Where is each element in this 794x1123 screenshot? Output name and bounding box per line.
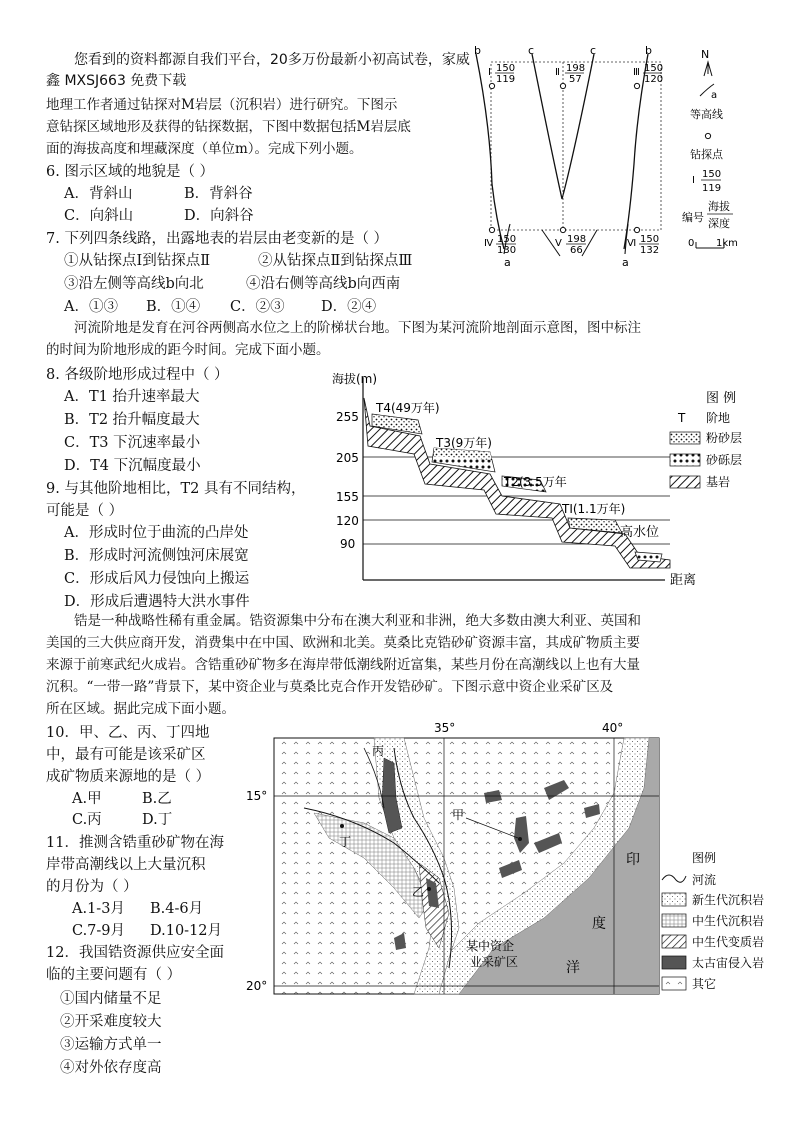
q10-option-c[interactable]: C.丙 xyxy=(72,812,102,828)
q8-option-b[interactable]: B．T2 抬升幅度最大 xyxy=(64,412,200,428)
point-altitude: 198 xyxy=(566,63,586,74)
place-bing: 丙 xyxy=(372,744,385,758)
header-line-1: 您看到的资料都源自我们平台，20多万份最新小初高试卷，家威 xyxy=(74,52,470,68)
point-altitude: 150 xyxy=(497,234,517,245)
legend-metamorphic-swatch xyxy=(662,935,686,948)
legend-river: 河流 xyxy=(692,873,717,887)
point-altitude: 150 xyxy=(640,234,660,245)
legend-silt-swatch xyxy=(670,432,700,444)
terrace-label-t3: T3(9万年) xyxy=(436,436,492,450)
legend-drill: 钻探点 xyxy=(690,148,723,161)
scale-zero: 0 xyxy=(688,238,695,249)
q11-stem-3: 的月份为（ ） xyxy=(46,879,138,895)
q7-item-4: ④沿右侧等高线b向西南 xyxy=(246,276,401,292)
ocean-label: 印 xyxy=(626,852,640,868)
lat-label: 15° xyxy=(246,789,268,803)
contour-label: c xyxy=(590,44,597,57)
q11-option-b[interactable]: B.4-6月 xyxy=(150,901,204,917)
q7-option-b[interactable]: B．①④ xyxy=(146,299,201,315)
legend-gravel: 砂砾层 xyxy=(706,453,743,467)
q8-option-d[interactable]: D．T4 下沉幅度最小 xyxy=(64,458,201,474)
drill-point xyxy=(560,83,565,88)
legend-cenozoic: 新生代沉积岩 xyxy=(692,893,765,907)
legend-depth: 深度 xyxy=(708,217,730,230)
contour-label: a xyxy=(504,256,511,269)
place-yi: 乙 xyxy=(412,885,425,899)
point-altitude: 150 xyxy=(496,63,516,74)
legend-mesozoic-swatch xyxy=(662,914,686,927)
point-depth: 66 xyxy=(570,245,583,256)
contour-label: c xyxy=(528,44,535,57)
y-tick: 155 xyxy=(336,490,359,504)
q7-item-2: ②从钻探点Ⅱ到钻探点Ⅲ xyxy=(258,253,413,269)
lon-label: 35° xyxy=(434,721,456,735)
s3-intro-4: 沉积。“一带一路”背景下，某中资企业与莫桑比克合作开发锆砂矿。下图示意中资企业采矿区及 xyxy=(46,679,614,695)
legend-sample-num: 150 xyxy=(702,169,722,180)
q8-stem: 8. 各级阶地形成过程中（ ） xyxy=(46,367,229,383)
point-depth: 130 xyxy=(497,245,517,256)
q10-option-a[interactable]: A.甲 xyxy=(72,791,102,807)
legend-title: 图例 xyxy=(692,851,717,865)
place-ding: 丁 xyxy=(339,835,352,849)
q7-option-a[interactable]: A．①③ xyxy=(64,299,118,315)
q9-option-c[interactable]: C．形成后风力侵蚀向上搬运 xyxy=(64,571,250,587)
q9-stem-1: 9. 与其他阶地相比，T2 具有不同结构， xyxy=(46,481,306,497)
legend-alt: 海拔 xyxy=(708,200,730,213)
q7-option-d[interactable]: D．②④ xyxy=(321,299,377,315)
point-id: Ⅳ xyxy=(484,238,494,249)
drill-legend-icon xyxy=(705,133,710,138)
q12-item-4: ④对外依存度高 xyxy=(60,1060,162,1076)
point-id: Ⅱ xyxy=(555,67,560,78)
point-id: Ⅵ xyxy=(627,238,637,249)
q10-option-b[interactable]: B.乙 xyxy=(142,791,172,807)
q7-item-3: ③沿左侧等高线b向北 xyxy=(64,276,204,292)
q7-option-c[interactable]: C．②③ xyxy=(230,299,285,315)
q6-stem: 6. 图示区域的地貌是（ ） xyxy=(46,164,215,180)
legend-archean-swatch xyxy=(662,956,686,969)
legend-metamorphic: 中生代变质岩 xyxy=(692,935,765,949)
q9-option-b[interactable]: B．形成时河流侧蚀河床展宽 xyxy=(64,548,249,564)
point-depth: 57 xyxy=(569,74,582,85)
terrace-label-t2: T2(3.5万年 xyxy=(504,475,567,489)
terrace-profile-diagram xyxy=(330,368,770,590)
legend-silt: 粉砂层 xyxy=(706,431,743,445)
s2-intro-1: 河流阶地是发育在河谷两侧高水位之上的阶梯状台地。下图为某河流阶地剖面示意图，图中标注 xyxy=(74,320,641,336)
legend-sample-den: 119 xyxy=(702,183,722,194)
legend-bedrock: 基岩 xyxy=(706,475,731,489)
s3-intro-5: 所在区域。据此完成下面小题。 xyxy=(46,701,235,717)
q11-stem-2: 岸带高潮线以上大量沉积 xyxy=(46,857,206,873)
place-marker xyxy=(518,837,522,841)
s1-intro-2: 意钻探区域地形及获得的钻探数据，下图中数据包括M岩层底 xyxy=(46,119,411,135)
drill-contour-map xyxy=(462,44,762,274)
q6-option-d[interactable]: D．向斜谷 xyxy=(184,208,254,224)
s3-intro-3: 来源于前寒武纪火成岩。含锆重砂矿物多在海岸带低潮线附近富集，某些月份在高潮线以上也有大量 xyxy=(46,657,640,673)
ocean-label: 度 xyxy=(592,916,606,932)
x-axis-label: 距离 xyxy=(670,573,697,588)
place-jia: 甲 xyxy=(452,808,465,822)
legend-other: 其它 xyxy=(692,977,717,991)
q7-item-1: ①从钻探点Ⅰ到钻探点Ⅱ xyxy=(64,253,211,269)
point-depth: 132 xyxy=(640,245,660,256)
q6-option-c[interactable]: C．向斜山 xyxy=(64,208,134,224)
y-tick: 90 xyxy=(340,537,356,551)
north-label: N xyxy=(701,48,710,61)
q11-option-a[interactable]: A.1-3月 xyxy=(72,901,125,917)
point-altitude: 198 xyxy=(567,234,587,245)
contour-label: a xyxy=(622,256,629,269)
mozambique-geology-map xyxy=(244,718,784,1000)
mine-label-2: 业采矿区 xyxy=(470,955,519,969)
contour-label: b xyxy=(474,44,481,57)
drill-point xyxy=(634,227,639,232)
q11-option-c[interactable]: C.7-9月 xyxy=(72,923,126,939)
q6-option-b[interactable]: B．背斜谷 xyxy=(184,186,253,202)
legend-archean: 太古宙侵入岩 xyxy=(692,956,765,970)
north-arrow-icon xyxy=(704,62,712,76)
terrace-label-t1: TI(1.1万年) xyxy=(562,502,626,516)
terrace-label-t4: T4(49万年) xyxy=(376,401,440,415)
y-axis-label: 海拔(m) xyxy=(332,372,378,386)
y-tick: 255 xyxy=(336,410,359,424)
q12-stem-1: 12．我国锆资源供应安全面 xyxy=(46,945,224,961)
drill-point xyxy=(489,227,494,232)
y-tick: 205 xyxy=(336,451,359,465)
legend-contour: 等高线 xyxy=(690,108,723,121)
high-water-label: 高水位 xyxy=(620,525,660,540)
lat-label: 20° xyxy=(246,979,268,993)
s2-intro-2: 的时间为阶地形成的距今时间。完成下面小题。 xyxy=(46,342,330,358)
q10-stem-1: 10．甲、乙、丙、丁四地 xyxy=(46,725,210,741)
q10-option-d[interactable]: D.丁 xyxy=(142,812,173,828)
legend-code: 编号 xyxy=(682,211,704,224)
q9-option-d[interactable]: D．形成后遭遇特大洪水事件 xyxy=(64,594,250,610)
legend-contour-letter: a xyxy=(711,90,718,101)
legend-terrace: 阶地 xyxy=(706,411,731,425)
legend-title: 图 例 xyxy=(706,391,737,406)
q9-option-a[interactable]: A．形成时位于曲流的凸岸处 xyxy=(64,525,249,541)
q7-stem: 7. 下列四条线路，出露地表的岩层由老变新的是（ ） xyxy=(46,231,389,247)
s1-intro-3: 面的海拔高度和埋藏深度（单位m）。完成下列小题。 xyxy=(46,141,363,157)
header-line-2: 鑫 MXSJ663 免费下载 xyxy=(46,73,187,89)
legend-gravel-swatch xyxy=(670,454,700,466)
q12-item-3: ③运输方式单一 xyxy=(60,1037,162,1053)
s3-intro-2: 美国的三大供应商开发，消费集中在中国、欧洲和北美。莫桑比克锆砂矿资源丰富，其成矿物质主要 xyxy=(46,635,640,651)
q8-option-c[interactable]: C．T3 下沉速率最小 xyxy=(64,435,201,451)
point-depth: 119 xyxy=(496,74,516,85)
scale-one: 1km xyxy=(716,238,738,249)
y-tick: 120 xyxy=(336,514,359,528)
legend-bedrock-swatch xyxy=(670,476,700,488)
ocean-label: 洋 xyxy=(566,960,580,976)
contour-label: b xyxy=(645,44,652,57)
legend-other-swatch xyxy=(662,977,686,990)
legend-t-symbol: T xyxy=(678,411,686,425)
q11-stem-1: 11．推测含锆重砂矿物在海 xyxy=(46,835,224,851)
point-altitude: 150 xyxy=(644,63,664,74)
legend-sample-id: Ⅰ xyxy=(692,175,695,186)
point-id: Ⅲ xyxy=(633,67,640,78)
q9-stem-2: 可能是（ ） xyxy=(46,503,124,519)
place-marker xyxy=(427,887,431,891)
q10-stem-3: 成矿物质来源地的是（ ） xyxy=(46,769,211,785)
point-id: Ⅰ xyxy=(488,67,491,78)
drill-point xyxy=(489,83,494,88)
legend-cenozoic-swatch xyxy=(662,893,686,906)
legend-mesozoic: 中生代沉积岩 xyxy=(692,914,765,928)
drill-point xyxy=(560,227,565,232)
s1-intro-1: 地理工作者通过钻探对M岩层（沉积岩）进行研究。下图示 xyxy=(46,97,398,113)
q12-stem-2: 临的主要问题有（ ） xyxy=(46,967,182,983)
q10-stem-2: 中，最有可能是该采矿区 xyxy=(46,747,206,763)
q8-option-a[interactable]: A．T1 抬升速率最大 xyxy=(64,389,200,405)
drill-point xyxy=(634,83,639,88)
point-id: Ⅴ xyxy=(555,238,562,249)
mine-label-1: 某中资企 xyxy=(466,939,515,953)
s3-intro-1: 锆是一种战略性稀有重金属。锆资源集中分布在澳大利亚和非洲，绝大多数由澳大利亚、英国和 xyxy=(74,613,641,629)
point-depth: 120 xyxy=(644,74,664,85)
q6-option-a[interactable]: A．背斜山 xyxy=(64,186,133,202)
q12-item-2: ②开采难度较大 xyxy=(60,1014,162,1030)
q12-item-1: ①国内储量不足 xyxy=(60,991,162,1007)
legend-river-icon xyxy=(662,875,686,882)
lon-label: 40° xyxy=(602,721,624,735)
place-marker xyxy=(340,824,344,828)
q11-option-d[interactable]: D.10-12月 xyxy=(150,923,223,939)
